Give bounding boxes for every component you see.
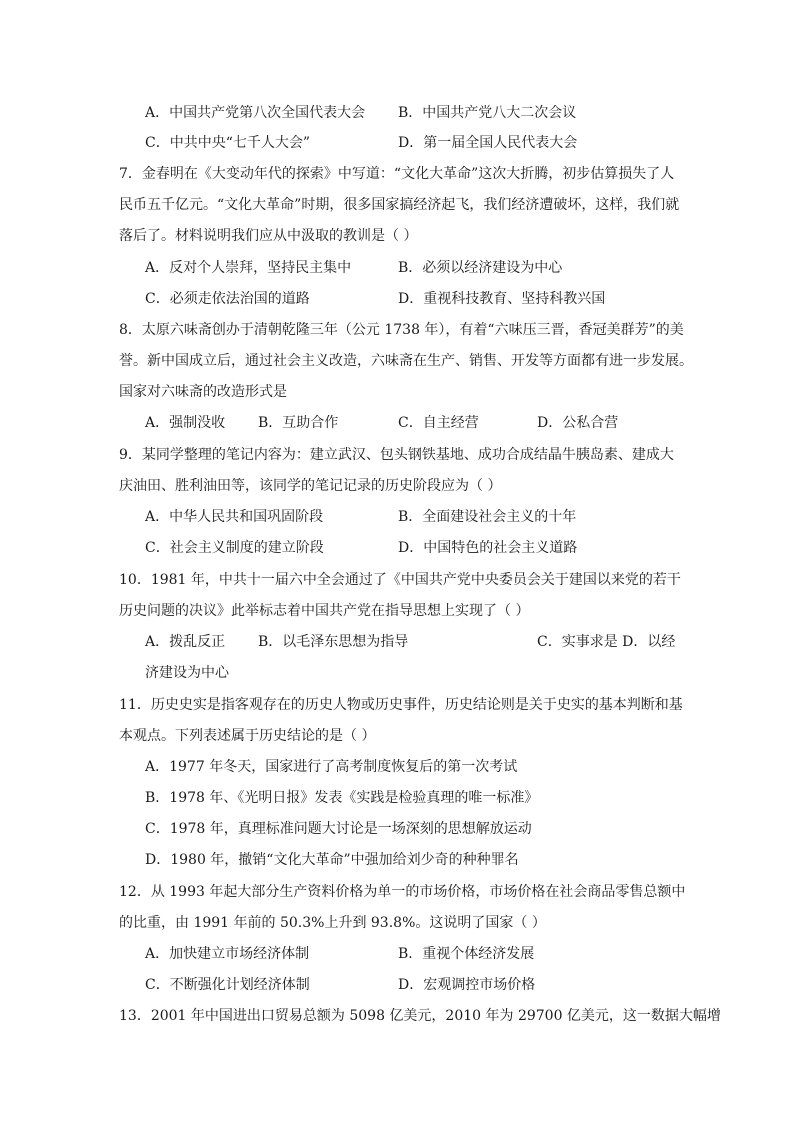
q7-option-a: A．反对个人崇拜，坚持民主集中 [145,260,352,276]
q12-option-d: D．宏观调控市场价格 [398,977,536,993]
q8-option-d: D．公私合营 [537,415,619,431]
q12-stem-line-1: 12．从 1993 年起大部分生产资料价格为单一的市场价格，市场价格在社会商品零售总额中 [119,884,686,900]
q12-option-c: C．不断强化计划经济体制 [145,977,310,993]
q10-option-b: B．以毛泽东思想为指导 [258,634,409,650]
q11-stem-line-2: 本观点。下列表述属于历史结论的是（ ） [119,728,376,744]
q6-option-a: A．中国共产党第八次全国代表大会 [145,105,366,121]
q7-option-b: B．必须以经济建设为中心 [398,260,563,276]
q10-option-d-continued: 济建设为中心 [145,665,229,681]
q11-stem-line-1: 11．历史史实是指客观存在的历史人物或历史事件，历史结论则是关于史实的基本判断和基 [119,697,683,713]
q8-option-b: B．互助合作 [258,415,339,431]
q10-stem-line-1: 10．1981 年，中共十一届六中全会通过了《中国共产党中央委员会关于建国以来党的若干 [119,572,681,588]
q11-option-b: B．1978 年、《光明日报》发表《实践是检验真理的唯一标准》 [145,790,539,806]
q11-option-c: C．1978 年，真理标准问题大讨论是一场深刻的思想解放运动 [145,821,532,837]
q10-option-c-d: C．实事求是 D．以经 [537,634,676,650]
q7-option-c: C．必须走依法治国的道路 [145,291,310,307]
q12-option-a: A．加快建立市场经济体制 [145,946,310,962]
q6-option-c: C．中共中央“七千人大会” [145,135,311,151]
q8-option-c: C．自主经营 [398,415,479,431]
q13-stem-line-1: 13．2001 年中国进出口贸易总额为 5098 亿美元，2010 年为 29700 亿美元，这一数据大幅增 [119,1008,721,1024]
q8-stem-line-2: 誉。新中国成立后，通过社会主义改造，六味斋在生产、销售、开发等方面都有进一步发展。 [119,353,693,369]
q9-option-a: A．中华人民共和国巩固阶段 [145,509,324,525]
q8-option-a: A．强制没收 [145,415,226,431]
q9-stem-line-2: 庆油田、胜利油田等，该同学的笔记记录的历史阶段应为（ ） [119,478,502,494]
q7-stem-line-2: 民币五千亿元。“文化大革命”时期，很多国家搞经济起飞，我们经济遭破坏，这样，我们就 [119,197,680,213]
q8-stem-line-3: 国家对六味斋的改造形式是 [119,384,287,400]
q6-option-b: B．中国共产党八大二次会议 [398,105,577,121]
q11-option-d: D．1980 年，撤销“文化大革命”中强加给刘少奇的种种罪名 [145,852,519,868]
q7-stem-line-3: 落后了。材料说明我们应从中汲取的教训是（ ） [119,228,418,244]
q9-option-d: D．中国特色的社会主义道路 [398,540,578,556]
q10-stem-line-2: 历史问题的决议》此举标志着中国共产党在指导思想上实现了（ ） [119,603,530,619]
q9-option-b: B．全面建设社会主义的十年 [398,509,577,525]
q9-option-c: C．社会主义制度的建立阶段 [145,540,324,556]
q7-stem-line-1: 7．金春明在《大变动年代的探索》中写道：“文化大革命”这次大折腾，初步估算损失了人 [119,166,675,182]
q7-option-d: D．重视科技教育、坚持科教兴国 [398,291,606,307]
q11-option-a: A．1977 年冬天，国家进行了高考制度恢复后的第一次考试 [145,759,518,775]
q9-stem-line-1: 9．某同学整理的笔记内容为：建立武汉、包头钢铁基地、成功合成结晶牛胰岛素、建成大 [119,447,674,463]
q12-option-b: B．重视个体经济发展 [398,946,535,962]
q6-option-d: D．第一届全国人民代表大会 [398,135,578,151]
q10-option-a: A．拨乱反正 [145,634,226,650]
q8-stem-line-1: 8．太原六味斋创办于清朝乾隆三年（公元 1738 年），有着“六味压三晋，香冠美群芳”的美 [119,322,684,338]
q12-stem-line-2: 的比重，由 1991 年前的 50.3%上升到 93.8%。这说明了国家（ ） [119,915,546,931]
